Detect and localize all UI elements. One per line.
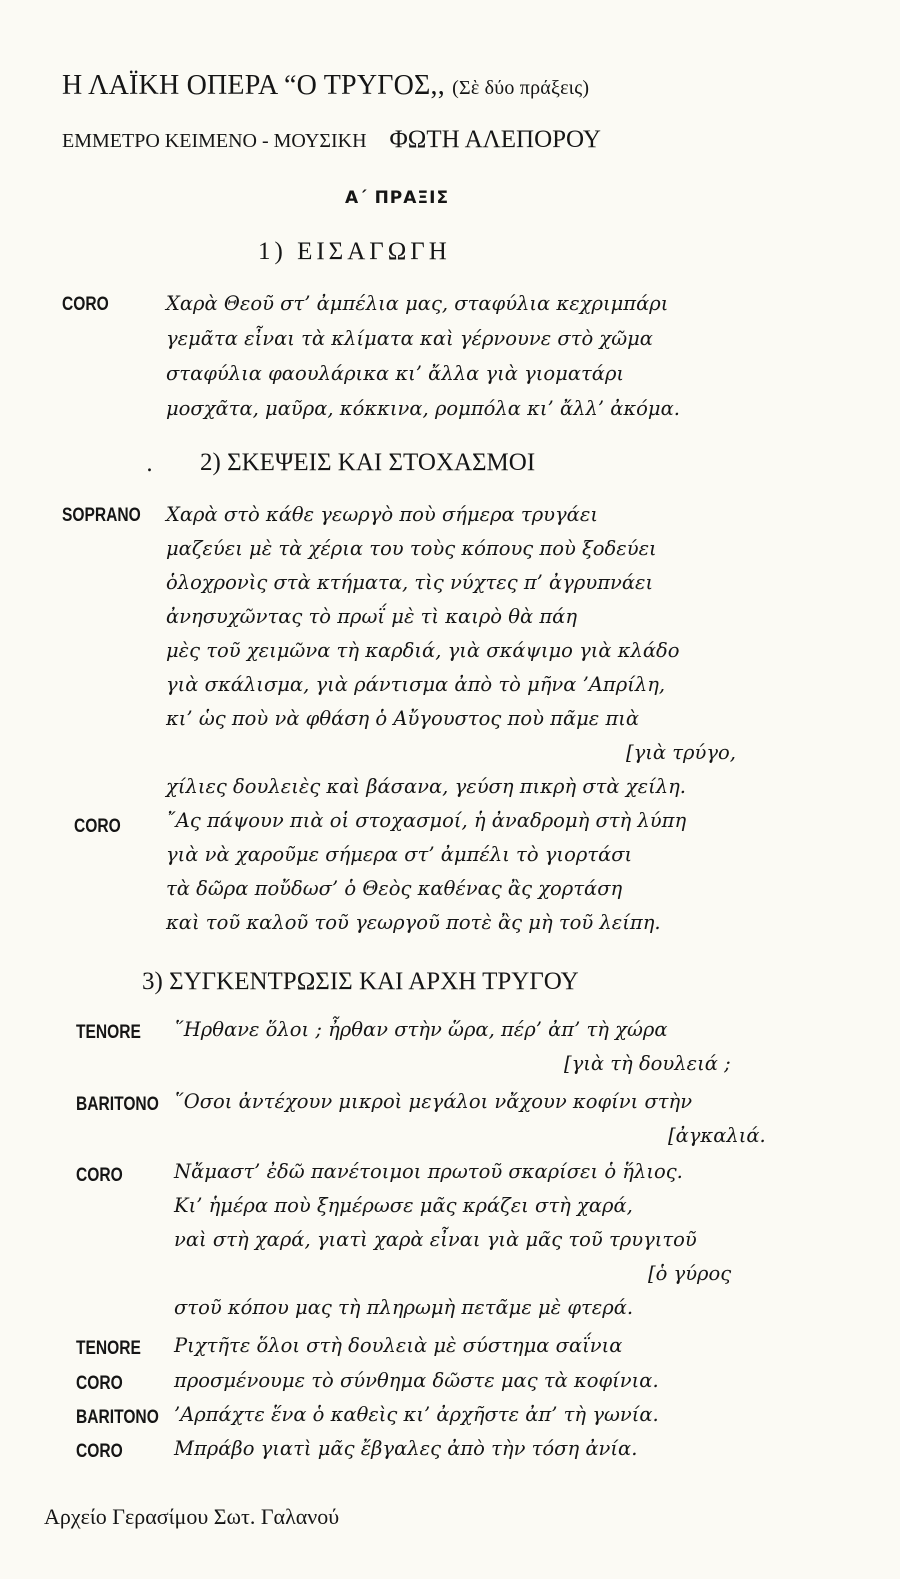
verse-line: προσμένουμε τὸ σύνθημα δῶστε μας τὰ κοφίνια. (174, 1369, 659, 1392)
verse-line: ῞Ηρθανε ὅλοι ; ἦρθαν στὴν ὥρα, πέρ’ ἀπ’ τὴ χώρα (174, 1018, 668, 1041)
page-subtitle (62, 126, 601, 154)
title-note: (Σὲ δύο πράξεις) (452, 77, 590, 99)
verse-line: Χαρὰ στὸ κάθε γεωργὸ ποὺ σήμερα τρυγάει (166, 503, 598, 526)
verse-line: στοῦ κόπου μας τὴ πληρωμὴ πετᾶμε μὲ φτερά. (174, 1296, 634, 1319)
verse-line: χίλιες δουλειὲς καὶ βάσανα, γεύση πικρὴ στὰ χείλη. (166, 775, 686, 798)
verse-line: Μπράβο γιατὶ μᾶς ἔβγαλες ἀπὸ τὴν τόση ἀνία. (174, 1437, 638, 1460)
verse-line: σταφύλια φαουλάρικα κι’ ἄλλα γιὰ γιοματάρι (166, 362, 625, 385)
verse-line: κι’ ὡς ποὺ νὰ φθάση ὁ Αὔγουστος ποὺ πᾶμε πιὰ (166, 707, 640, 730)
verse-line: ἀνησυχῶντας τὸ πρωΐ μὲ τὶ καιρὸ θὰ πάη (166, 605, 578, 628)
verse-line: τὰ δῶρα ποὔδωσ’ ὁ Θεὸς καθένας ἂς χορτάση (166, 877, 623, 900)
verse-line: Χαρὰ Θεοῦ στ’ ἀμπέλια μας, σταφύλια κεχριμπάρι (166, 292, 669, 315)
verse-continuation: [ὁ γύρος (648, 1262, 732, 1285)
singer-label: TENORE (76, 1338, 141, 1359)
verse-line: ῎Ας πάψουν πιὰ οἱ στοχασμοί, ἡ ἀναδρομὴ στὴ λύπη (166, 809, 687, 832)
singer-label: CORO (76, 1165, 123, 1186)
verse-continuation: [γιὰ τὴ δουλειά ; (564, 1052, 731, 1075)
verse-line: καὶ τοῦ καλοῦ τοῦ γεωργοῦ ποτὲ ἂς μὴ τοῦ λείπη. (166, 911, 661, 934)
act-heading: Α΄ ΠΡΑΞΙΣ (345, 188, 450, 208)
verse-line: γεμᾶτα εἶναι τὰ κλίματα καὶ γέρνουνε στὸ χῶμα (166, 327, 653, 350)
subtitle-text: ΕΜΜΕΤΡΟ ΚΕΙΜΕΝΟ - ΜΟΥΣΙΚΗ (62, 130, 367, 152)
section-heading-3: 3) ΣΥΓΚΕΝΤΡΩΣΙΣ ΚΑΙ ΑΡΧΗ ΤΡΥΓΟΥ (142, 968, 579, 995)
section-heading-1: 1) ΕΙΣΑΓΩΓΗ (258, 238, 451, 265)
verse-line: γιὰ νὰ χαροῦμε σήμερα στ’ ἀμπέλι τὸ γιορτάσι (166, 843, 633, 866)
singer-label: CORO (76, 1373, 123, 1394)
verse-line: ’Αρπάχτε ἕνα ὁ καθεὶς κι’ ἀρχῆστε ἀπ’ τὴ γωνία. (174, 1403, 659, 1426)
verse-continuation: [ἀγκαλιά. (668, 1124, 766, 1147)
singer-label: CORO (62, 294, 109, 315)
singer-label: BARITONO (76, 1407, 159, 1428)
stray-mark: . (146, 452, 153, 477)
singer-label: CORO (74, 816, 121, 837)
singer-label: CORO (76, 1441, 123, 1462)
verse-line: Νἄμαστ’ ἐδῶ πανέτοιμοι πρωτοῦ σκαρίσει ὁ ἥλιος. (174, 1160, 683, 1183)
verse-line: Κι’ ἡμέρα ποὺ ξημέρωσε μᾶς κράζει στὴ χαρά, (174, 1194, 633, 1217)
verse-line: ὁλοχρονὶς στὰ κτήματα, τὶς νύχτες π’ ἀγρυπνάει (166, 571, 654, 594)
singer-label: BARITONO (76, 1094, 159, 1115)
verse-line: μοσχᾶτα, μαῦρα, κόκκινα, ρομπόλα κι’ ἄλλ’ ἀκόμα. (166, 397, 680, 420)
verse-line: γιὰ σκάλισμα, γιὰ ράντισμα ἀπὸ τὸ μῆνα ’Απρίλη, (166, 673, 666, 696)
verse-line: Ριχτῆτε ὅλοι στὴ δουλειὰ μὲ σύστημα σαΐνια (174, 1334, 623, 1357)
verse-line: ῞Οσοι ἀντέχουν μικροὶ μεγάλοι νἄχουν κοφίνι στὴν (174, 1090, 693, 1113)
singer-label: TENORE (76, 1022, 141, 1043)
archive-credit: Αρχείο Γερασίμου Σωτ. Γαλανού (44, 1504, 340, 1529)
verse-line: μὲς τοῦ χειμῶνα τὴ καρδιά, γιὰ σκάψιμο γιὰ κλάδο (166, 639, 680, 662)
title-main: Η ΛΑΪΚΗ ΟΠΕΡΑ “Ο ΤΡΥΓΟΣ,, (62, 70, 445, 101)
composer-name: ΦΩΤΗ ΑΛΕΠΟΡΟΥ (389, 126, 601, 153)
verse-continuation: [γιὰ τρύγο, (626, 741, 736, 764)
singer-label: SOPRANO (62, 505, 141, 526)
verse-line: μαζεύει μὲ τὰ χέρια του τοὺς κόπους ποὺ ξοδεύει (166, 537, 657, 560)
section-heading-2: 2) ΣΚΕΨΕΙΣ ΚΑΙ ΣΤΟΧΑΣΜΟΙ (200, 449, 536, 476)
page-title (62, 70, 589, 102)
verse-line: ναὶ στὴ χαρά, γιατὶ χαρὰ εἶναι γιὰ μᾶς τοῦ τρυγιτοῦ (174, 1228, 697, 1251)
